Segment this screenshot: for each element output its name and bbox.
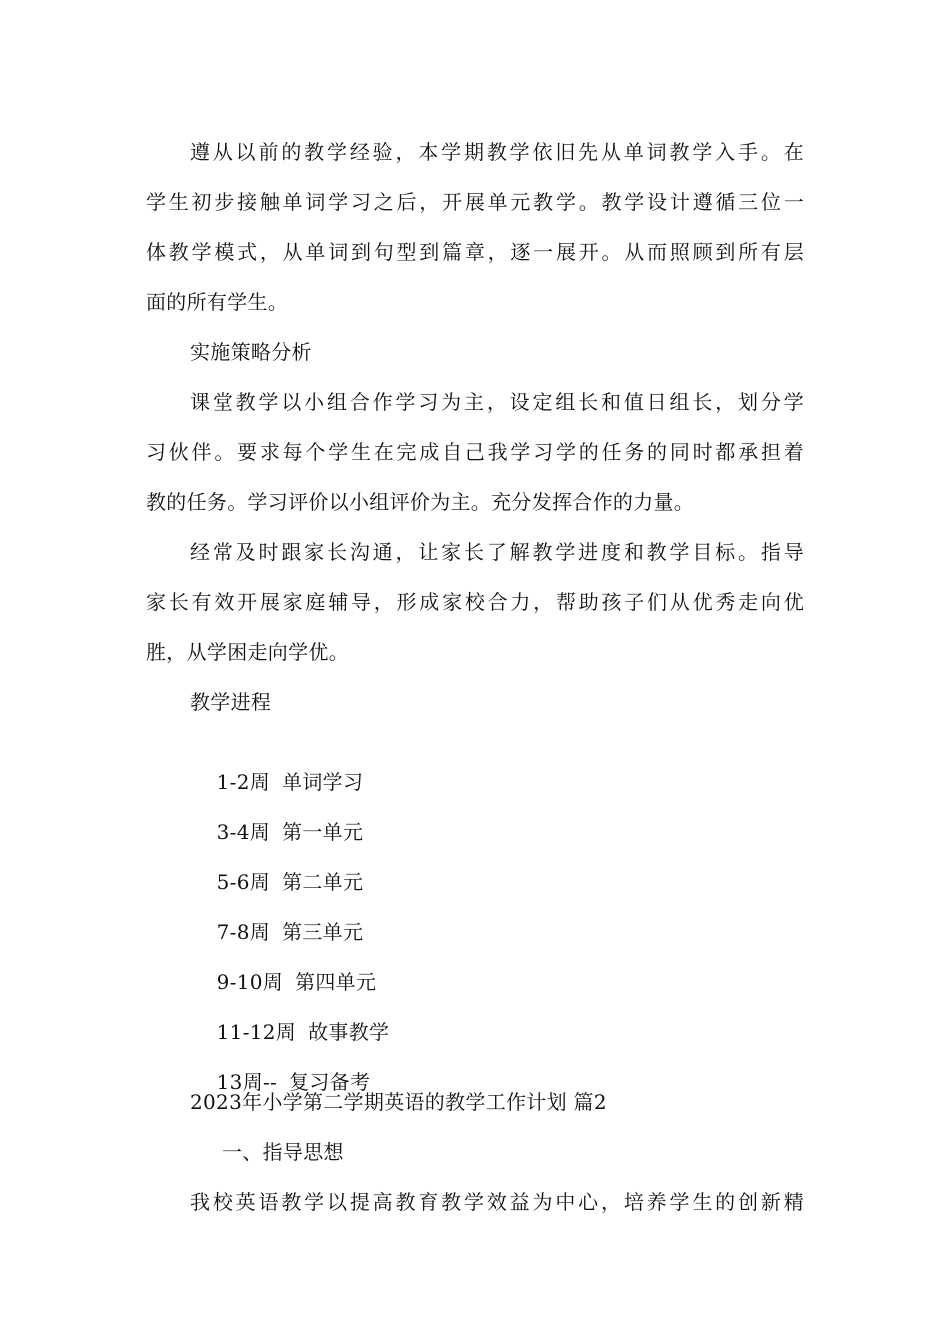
- paragraph-line: 经常及时跟家长沟通，让家长了解教学进度和教学目标。指导: [190, 540, 804, 564]
- paragraph-line: 学生初步接触单词学习之后，开展单元教学。教学设计遵循三位一: [146, 190, 804, 214]
- schedule-row: [190, 1037, 870, 1094]
- schedule-row: [190, 737, 870, 794]
- schedule-task: 第三单元: [282, 920, 364, 944]
- schedule-task: 第二单元: [282, 870, 364, 894]
- schedule-task: 第一单元: [282, 820, 364, 844]
- schedule-task: 故事教学: [308, 1020, 390, 1044]
- schedule-row: [190, 937, 870, 994]
- paragraph-line: 面的所有学生。: [146, 290, 289, 314]
- schedule-task: 复习备考: [289, 1070, 371, 1094]
- schedule-weeks: 1-2周: [216, 770, 271, 794]
- schedule-row: [190, 837, 870, 894]
- schedule-weeks: 3-4周: [216, 820, 271, 844]
- paragraph-line: 胜，从学困走向学优。: [146, 640, 349, 664]
- section-heading: 实施策略分析: [190, 340, 312, 364]
- document-title: 2023年小学第二学期英语的教学工作计划 篇2: [190, 1090, 607, 1114]
- schedule-weeks: 7-8周: [216, 920, 271, 944]
- schedule-task: 单词学习: [282, 770, 364, 794]
- section-heading: 教学进程: [190, 690, 272, 714]
- schedule-row: [190, 987, 870, 1044]
- schedule-row: [190, 887, 870, 944]
- section-heading: 一、指导思想: [222, 1140, 344, 1164]
- paragraph-line: 习伙伴。要求每个学生在完成自己我学习学的任务的同时都承担着: [146, 440, 804, 464]
- schedule-row: [190, 787, 870, 844]
- paragraph-line: 我校英语教学以提高教育教学效益为中心，培养学生的创新精: [190, 1190, 804, 1214]
- schedule-weeks: 9-10周: [216, 970, 284, 994]
- paragraph-line: 教的任务。学习评价以小组评价为主。充分发挥合作的力量。: [146, 490, 695, 514]
- paragraph-line: 家长有效开展家庭辅导，形成家校合力，帮助孩子们从优秀走向优: [146, 590, 804, 614]
- paragraph-line: 体教学模式，从单词到句型到篇章，逐一展开。从而照顾到所有层: [146, 240, 804, 264]
- schedule-weeks: 5-6周: [216, 870, 271, 894]
- paragraph-line: 遵从以前的教学经验，本学期教学依旧先从单词教学入手。在: [190, 140, 804, 164]
- schedule-weeks: 11-12周: [216, 1020, 297, 1044]
- paragraph-line: 课堂教学以小组合作学习为主，设定组长和值日组长，划分学: [190, 390, 804, 414]
- schedule-weeks: 13周--: [216, 1070, 278, 1094]
- schedule-task: 第四单元: [295, 970, 377, 994]
